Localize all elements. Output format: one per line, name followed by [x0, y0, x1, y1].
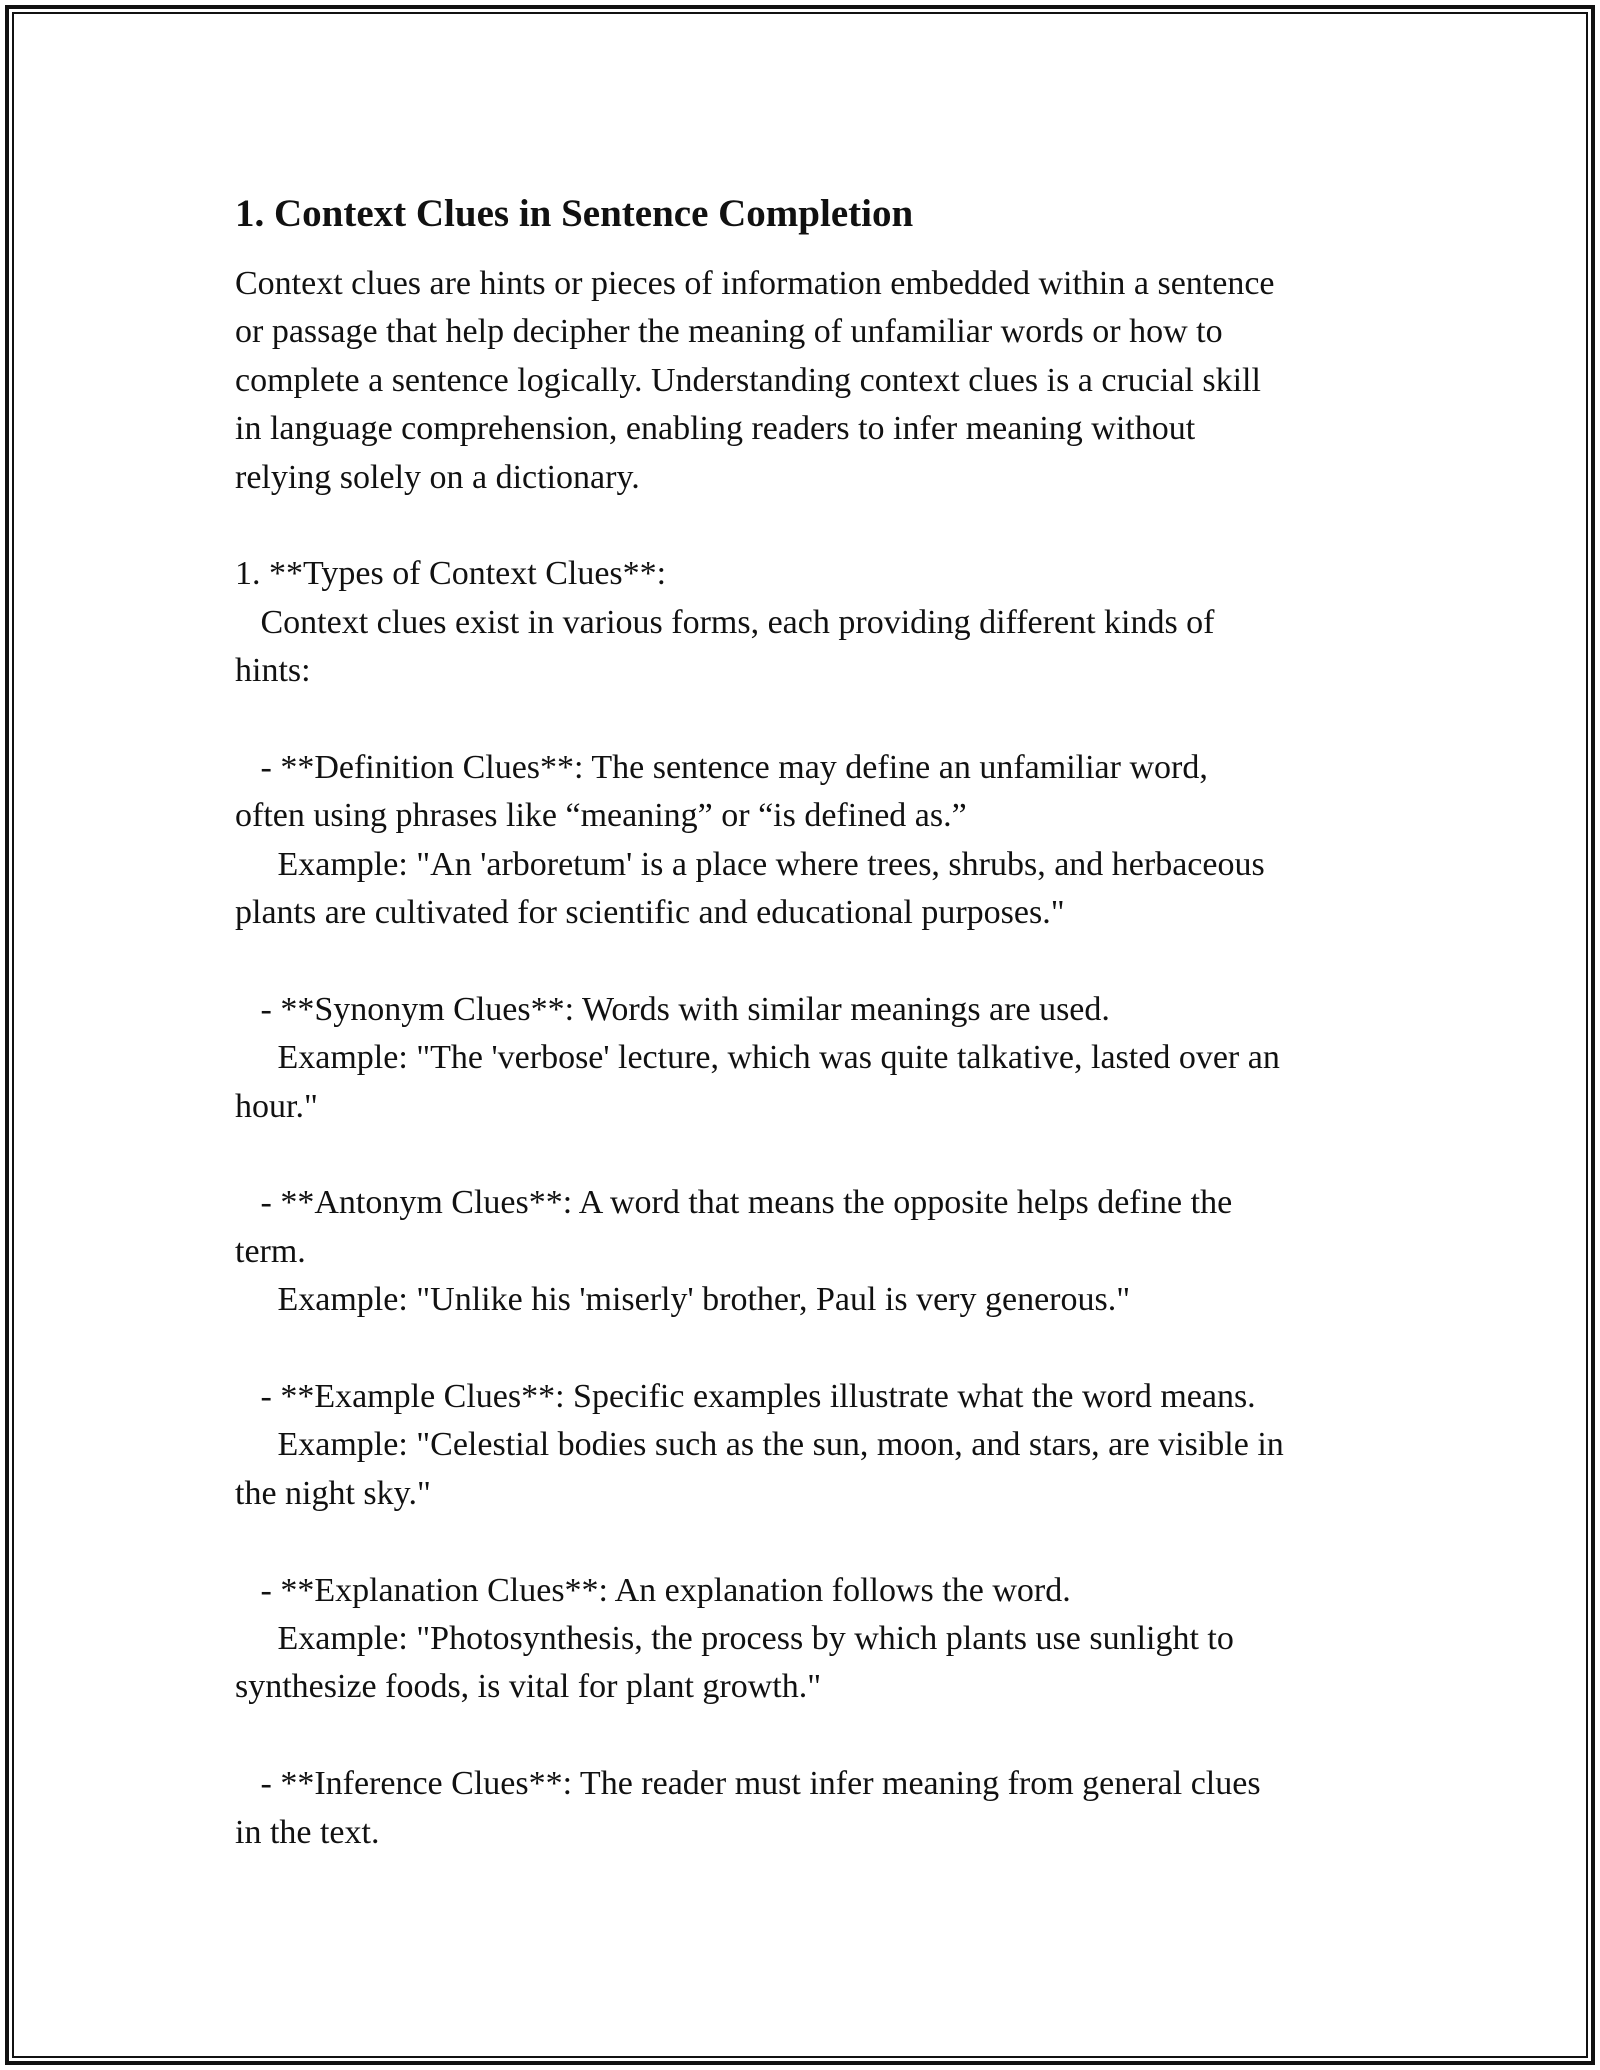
text-line: Example: "Photosynthesis, the process by which plants use sunlight to: [235, 1619, 1234, 1657]
text-line: often using phrases like “meaning” or “is defined as.”: [235, 797, 967, 835]
text-line: in the text.: [235, 1813, 380, 1851]
text-line: Context clues are hints or pieces of information embedded within a sentence: [235, 265, 1275, 302]
text-line: Example: "An 'arboretum' is a place where trees, shrubs, and herbaceous: [235, 845, 1265, 883]
types-section: [235, 550, 1370, 695]
text-line: Example: "The 'verbose' lecture, which was quite talkative, lasted over an: [235, 1039, 1280, 1077]
text-line: or passage that help decipher the meaning of unfamiliar words or how to: [235, 313, 1223, 351]
text-line: plants are cultivated for scientific and educational purposes.": [235, 894, 1065, 932]
text-line: Example: "Celestial bodies such as the sun, moon, and stars, are visible in: [235, 1426, 1284, 1464]
blank-line: [235, 502, 1370, 550]
text-line: - **Synonym Clues**: Words with similar meanings are used.: [235, 990, 1110, 1028]
text-line: complete a sentence logically. Understanding context clues is a crucial skill: [235, 361, 1261, 399]
definition-clues-item: [235, 744, 1370, 938]
text-line: hour.": [235, 1087, 318, 1125]
text-line: term.: [235, 1232, 306, 1270]
text-line: hints:: [235, 652, 311, 690]
text-line: in language comprehension, enabling readers to infer meaning without: [235, 410, 1196, 448]
text-line: - **Antonym Clues**: A word that means the opposite helps define the: [235, 1184, 1233, 1222]
blank-line: [235, 937, 1370, 985]
antonym-clues-item: [235, 1179, 1370, 1324]
text-line: Context clues exist in various forms, each providing different kinds of: [235, 603, 1215, 641]
synonym-clues-item: [235, 986, 1370, 1131]
text-line: - **Inference Clues**: The reader must infer meaning from general clues: [235, 1765, 1261, 1803]
blank-line: [235, 1518, 1370, 1566]
text-line: relying solely on a dictionary.: [235, 458, 640, 496]
document-body: [235, 186, 1370, 1857]
blank-line: [235, 1131, 1370, 1179]
blank-line: [235, 696, 1370, 744]
explanation-clues-item: [235, 1567, 1370, 1712]
text-line: Example: "Unlike his 'miserly' brother, Paul is very generous.": [235, 1281, 1131, 1319]
intro-paragraph: [235, 260, 1370, 502]
text-line: - **Example Clues**: Specific examples illustrate what the word means.: [235, 1377, 1256, 1415]
example-clues-item: [235, 1373, 1370, 1518]
text-line: - **Explanation Clues**: An explanation follows the word.: [235, 1571, 1071, 1609]
text-line: synthesize foods, is vital for plant growth.": [235, 1668, 822, 1706]
types-title: 1. **Types of Context Clues**:: [235, 555, 667, 593]
text-line: the night sky.": [235, 1474, 431, 1512]
blank-line: [235, 1325, 1370, 1373]
inference-clues-item: [235, 1760, 1370, 1857]
section-heading: 1. Context Clues in Sentence Completion: [235, 192, 914, 235]
text-line: - **Definition Clues**: The sentence may define an unfamiliar word,: [235, 748, 1208, 786]
blank-line: [235, 1712, 1370, 1760]
